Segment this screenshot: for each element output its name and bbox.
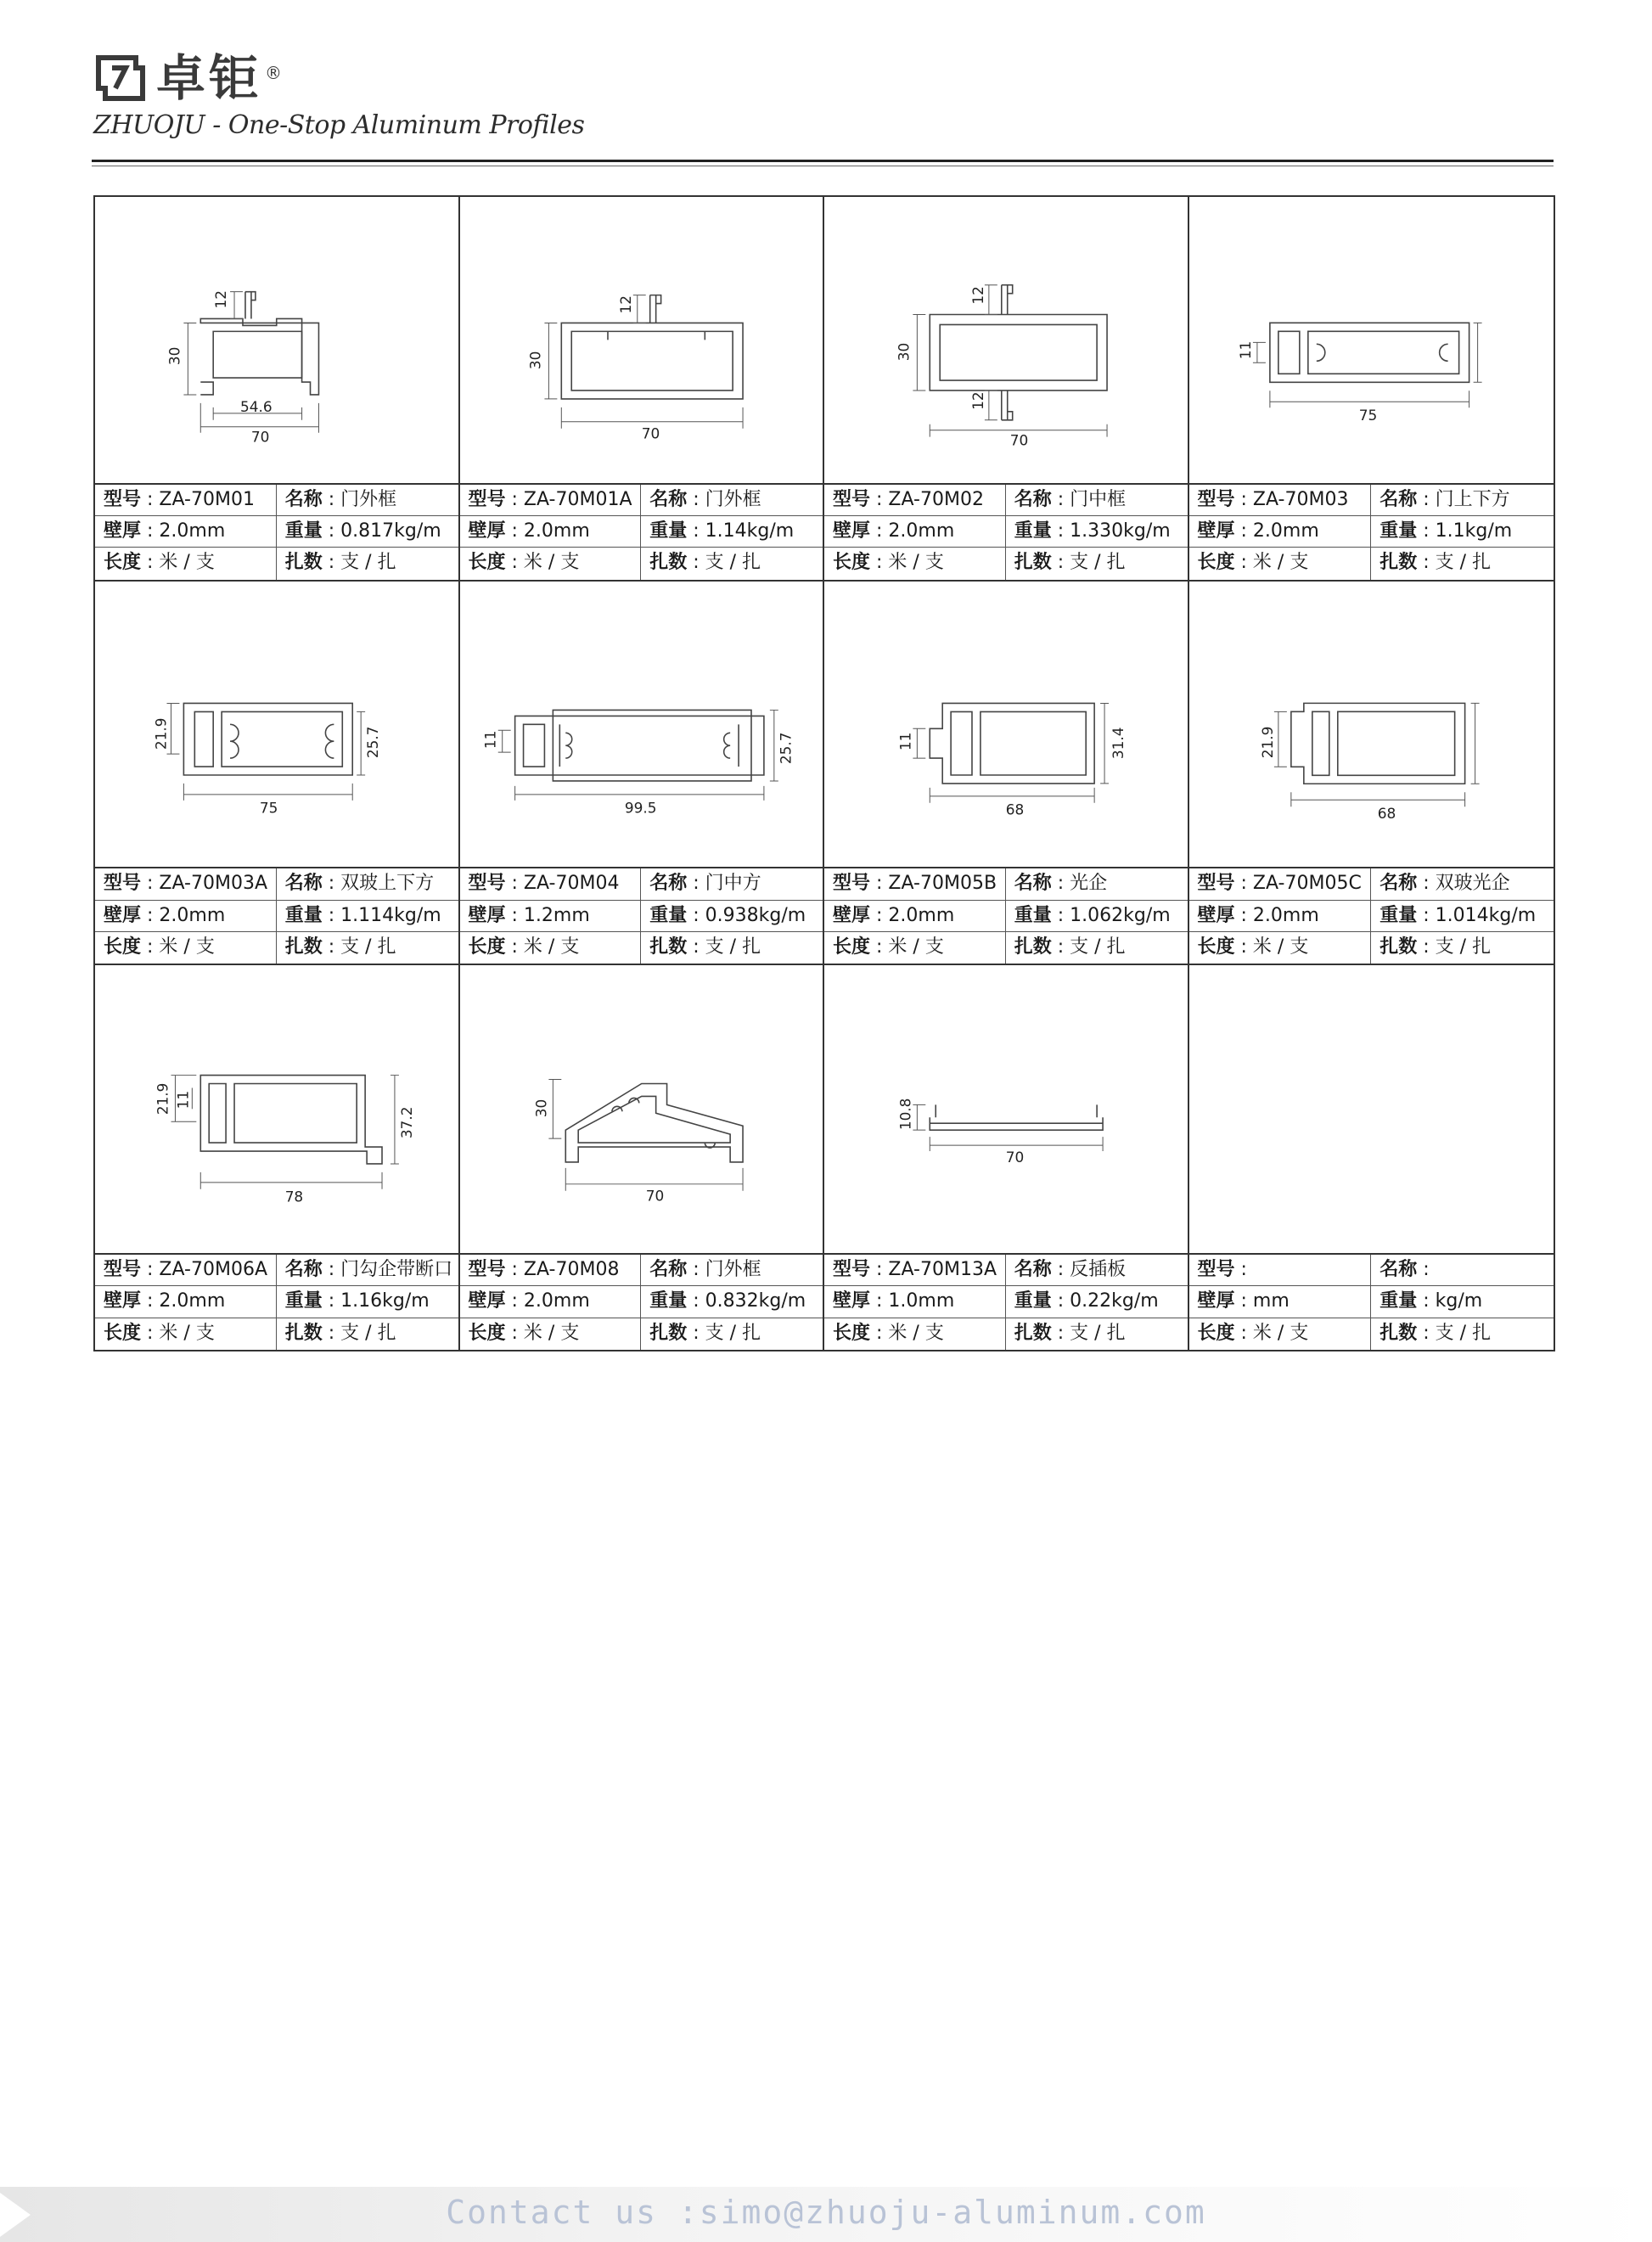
wall-thickness-field: 壁厚 : 1.0mm xyxy=(824,1286,1006,1318)
bundle-field: 扎数 : 支 / 扎 xyxy=(649,1322,761,1344)
name-field: 名称 : 门中框 xyxy=(1006,485,1188,516)
length-field: 长度 : 米 / 支 xyxy=(460,548,642,579)
model-field: 型号 : ZA-70M13A xyxy=(824,1255,1006,1286)
profile-drawing xyxy=(824,582,1188,868)
spec-table xyxy=(460,1253,823,1350)
profile-cross-section xyxy=(824,582,1188,868)
weight-field: 重量 : 1.114kg/m xyxy=(277,901,458,932)
profile-drawing xyxy=(460,197,823,483)
bundle-field: 扎数 : 支 / 扎 xyxy=(1014,936,1126,958)
weight-field: 重量 : 1.1kg/m xyxy=(1371,516,1554,548)
name-field: 名称 : 双玻上下方 xyxy=(277,868,458,900)
bundle-field: 扎数 : 支 / 扎 xyxy=(1379,1322,1492,1344)
dimension-label: 70 xyxy=(1009,431,1029,449)
model-field: 型号 : ZA-70M02 xyxy=(824,485,1006,516)
profile-card-empty xyxy=(1189,965,1554,1350)
dimension-label: 70 xyxy=(645,1188,664,1205)
bundle-field: 扎数 : 支 / 扎 xyxy=(649,552,761,574)
dimension-label: 25.7 xyxy=(777,732,795,764)
profile-card xyxy=(95,582,460,966)
dimension-label: 11 xyxy=(1237,340,1255,360)
dimension-label: 99.5 xyxy=(624,799,656,817)
name-field: 名称 : 反插板 xyxy=(1006,1255,1188,1286)
dimension-label: 21.9 xyxy=(1259,726,1277,758)
bundle-field: 扎数 : 支 / 扎 xyxy=(284,1322,396,1344)
model-field: 型号 : ZA-70M03 xyxy=(1189,485,1372,516)
registered-mark: ® xyxy=(265,63,283,83)
wall-thickness-field: 壁厚 : 2.0mm xyxy=(95,901,277,932)
profile-drawing xyxy=(1189,197,1554,483)
bundle-field: 扎数 : 支 / 扎 xyxy=(1014,552,1126,574)
dimension-label: 12 xyxy=(616,295,634,314)
dimension-label: 10.8 xyxy=(896,1098,914,1131)
dimension-label: 68 xyxy=(1005,801,1025,818)
bundle-field: 扎数 : 支 / 扎 xyxy=(1379,936,1492,958)
weight-field: 重量 : 0.22kg/m xyxy=(1006,1286,1188,1318)
profile-cross-section xyxy=(460,965,823,1253)
profile-catalog xyxy=(93,195,1555,1351)
spec-table xyxy=(95,1253,458,1350)
dimension-label: 75 xyxy=(259,799,278,817)
wall-thickness-field: 壁厚 : 2.0mm xyxy=(1189,901,1372,932)
dimension-label: 31.4 xyxy=(1109,727,1127,759)
page-header xyxy=(93,51,584,140)
logo xyxy=(93,51,584,105)
name-field: 名称 : 门外框 xyxy=(641,1255,823,1286)
dimension-label: 12 xyxy=(212,290,230,309)
dimension-label: 11 xyxy=(896,732,914,750)
model-field: 型号 : ZA-70M03A xyxy=(95,868,277,900)
name-field: 名称 : 门上下方 xyxy=(1371,485,1554,516)
bundle-field: 扎数 : 支 / 扎 xyxy=(284,552,396,574)
profile-card xyxy=(1189,582,1554,966)
length-field: 长度 : 米 / 支 xyxy=(95,1318,277,1350)
length-field: 长度 : 米 / 支 xyxy=(95,548,277,579)
profile-drawing xyxy=(460,965,823,1253)
dimension-label: 30 xyxy=(166,346,183,366)
length-field: 长度 : 米 / 支 xyxy=(460,932,642,964)
profile-card xyxy=(460,965,825,1350)
profile-drawing xyxy=(1189,965,1554,1253)
model-field: 型号 : ZA-70M05B xyxy=(824,868,1006,900)
model-field: 型号 : ZA-70M04 xyxy=(460,868,642,900)
wall-thickness-field: 壁厚 : 2.0mm xyxy=(1189,516,1372,548)
model-field: 型号 : ZA-70M01 xyxy=(95,485,277,516)
profile-cross-section xyxy=(1189,197,1554,483)
bundle-field: 扎数 : 支 / 扎 xyxy=(649,936,761,958)
name-field: 名称 : 光企 xyxy=(1006,868,1188,900)
model-field: 型号 : ZA-70M01A xyxy=(460,485,642,516)
profile-card xyxy=(824,582,1189,966)
length-field: 长度 : 米 / 支 xyxy=(460,1318,642,1350)
bundle-field: 扎数 : 支 / 扎 xyxy=(284,936,396,958)
dimension-label: 75 xyxy=(1358,407,1377,425)
model-field: 型号 : xyxy=(1189,1255,1372,1286)
profile-cross-section xyxy=(95,965,458,1253)
profile-drawing xyxy=(95,197,458,483)
wall-thickness-field: 壁厚 : 1.2mm xyxy=(460,901,642,932)
footer-contact: Contact us :simo@zhuoju-aluminum.com xyxy=(446,2194,1206,2231)
weight-field: 重量 : 0.817kg/m xyxy=(277,516,458,548)
profile-card xyxy=(95,965,460,1350)
name-field: 名称 : 门勾企带断口 xyxy=(277,1255,458,1286)
length-field: 长度 : 米 / 支 xyxy=(1189,932,1372,964)
spec-table xyxy=(1189,1253,1554,1350)
weight-field: 重量 : 1.330kg/m xyxy=(1006,516,1188,548)
dimension-label: 30 xyxy=(531,1099,549,1118)
dimension-label: 70 xyxy=(641,424,660,442)
weight-field: 重量 : 1.14kg/m xyxy=(641,516,823,548)
length-field: 长度 : 米 / 支 xyxy=(1189,548,1372,579)
profile-drawing xyxy=(95,965,458,1253)
profile-card xyxy=(460,197,825,582)
profile-drawing xyxy=(460,582,823,868)
wall-thickness-field: 壁厚 : mm xyxy=(1189,1286,1372,1318)
profile-drawing xyxy=(824,965,1188,1253)
length-field: 长度 : 米 / 支 xyxy=(824,1318,1006,1350)
profile-drawing xyxy=(95,582,458,868)
model-field: 型号 : ZA-70M06A xyxy=(95,1255,277,1286)
length-field: 长度 : 米 / 支 xyxy=(1189,1318,1372,1350)
dimension-label: 30 xyxy=(895,342,913,362)
spec-table xyxy=(824,1253,1188,1350)
profile-card xyxy=(824,965,1189,1350)
name-field: 名称 : 双玻光企 xyxy=(1371,868,1554,900)
weight-field: 重量 : 1.16kg/m xyxy=(277,1286,458,1318)
name-field: 名称 : 门外框 xyxy=(277,485,458,516)
name-field: 名称 : 门中方 xyxy=(641,868,823,900)
name-field: 名称 : 门外框 xyxy=(641,485,823,516)
bundle-field: 扎数 : 支 / 扎 xyxy=(1014,1322,1126,1344)
spec-table xyxy=(460,867,823,964)
profile-cross-section xyxy=(1189,582,1554,868)
dimension-label: 11 xyxy=(174,1091,192,1110)
dimension-label: 70 xyxy=(250,428,270,446)
length-field: 长度 : 米 / 支 xyxy=(95,932,277,964)
profile-card xyxy=(95,197,460,582)
brand-name-cn: 卓钜 xyxy=(156,49,262,107)
dimension-label: 70 xyxy=(1005,1149,1025,1166)
weight-field: 重量 : kg/m xyxy=(1371,1286,1554,1318)
spec-table xyxy=(824,867,1188,964)
profile-cross-section xyxy=(95,197,458,483)
dimension-label: 54.6 xyxy=(240,397,273,415)
wall-thickness-field: 壁厚 : 2.0mm xyxy=(95,516,277,548)
spec-table xyxy=(1189,867,1554,964)
bundle-field: 扎数 : 支 / 扎 xyxy=(1379,552,1492,574)
profile-cross-section xyxy=(824,197,1188,483)
dimension-label: 30 xyxy=(525,351,543,370)
spec-table xyxy=(95,483,458,580)
wall-thickness-field: 壁厚 : 2.0mm xyxy=(824,901,1006,932)
spec-table xyxy=(824,483,1188,580)
weight-field: 重量 : 0.938kg/m xyxy=(641,901,823,932)
spec-table xyxy=(1189,483,1554,580)
spec-table xyxy=(460,483,823,580)
profile-drawing xyxy=(824,197,1188,483)
dimension-label: 11 xyxy=(481,730,499,749)
profile-card xyxy=(460,582,825,966)
length-field: 长度 : 米 / 支 xyxy=(824,932,1006,964)
dimension-label: 68 xyxy=(1377,805,1396,823)
model-field: 型号 : ZA-70M08 xyxy=(460,1255,642,1286)
profile-cross-section xyxy=(460,197,823,483)
wall-thickness-field: 壁厚 : 2.0mm xyxy=(95,1286,277,1318)
dimension-label: 25.7 xyxy=(364,726,382,758)
profile-card xyxy=(1189,197,1554,582)
dimension-label: 12 xyxy=(969,391,986,410)
dimension-label: 37.2 xyxy=(397,1106,415,1139)
weight-field: 重量 : 0.832kg/m xyxy=(641,1286,823,1318)
zhuoju-logo-mark-icon xyxy=(93,51,148,105)
dimension-label: 21.9 xyxy=(152,717,170,750)
model-field: 型号 : ZA-70M05C xyxy=(1189,868,1372,900)
weight-field: 重量 : 1.062kg/m xyxy=(1006,901,1188,932)
profile-cross-section xyxy=(460,582,823,868)
profile-cross-section xyxy=(95,582,458,868)
dimension-label: 78 xyxy=(284,1188,304,1206)
profile-card xyxy=(824,197,1189,582)
profile-cross-section xyxy=(824,965,1188,1253)
weight-field: 重量 : 1.014kg/m xyxy=(1371,901,1554,932)
dimension-label: 21.9 xyxy=(154,1083,171,1115)
profile-drawing xyxy=(1189,582,1554,868)
wall-thickness-field: 壁厚 : 2.0mm xyxy=(824,516,1006,548)
wall-thickness-field: 壁厚 : 2.0mm xyxy=(460,516,642,548)
name-field: 名称 : xyxy=(1371,1255,1554,1286)
dimension-label: 12 xyxy=(969,286,986,305)
length-field: 长度 : 米 / 支 xyxy=(824,548,1006,579)
brand-tagline: ZHUOJU - One-Stop Aluminum Profiles xyxy=(93,110,585,140)
spec-table xyxy=(95,867,458,964)
wall-thickness-field: 壁厚 : 2.0mm xyxy=(460,1286,642,1318)
header-rule xyxy=(92,160,1554,162)
